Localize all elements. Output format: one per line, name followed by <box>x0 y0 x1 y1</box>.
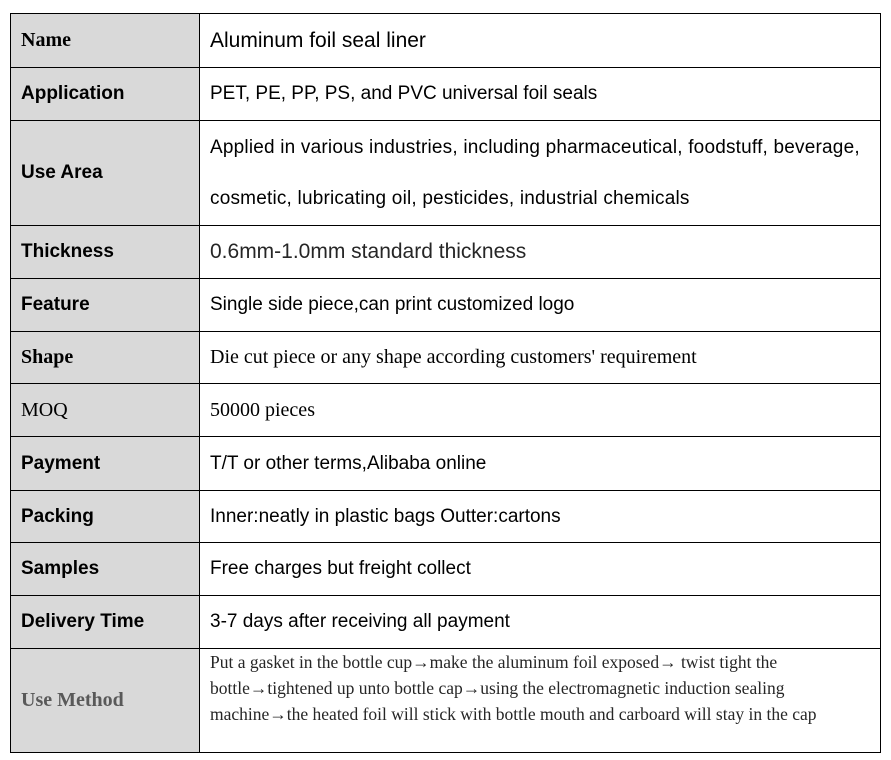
table-row <box>11 14 881 68</box>
table-row <box>11 596 881 649</box>
row-value: T/T or other terms,Alibaba online <box>200 437 881 491</box>
row-label: Name <box>11 14 200 68</box>
row-value: 3-7 days after receiving all payment <box>200 596 881 649</box>
row-value: Inner:neatly in plastic bags Outter:cartons <box>200 491 881 543</box>
row-label: Use Area <box>11 121 200 226</box>
table-row <box>11 279 881 332</box>
table-row <box>11 226 881 279</box>
row-label: Thickness <box>11 226 200 279</box>
row-label: Samples <box>11 543 200 596</box>
table-row <box>11 649 881 753</box>
table-row <box>11 68 881 121</box>
product-spec-table <box>10 13 881 753</box>
row-label: Feature <box>11 279 200 332</box>
row-value: 50000 pieces <box>200 384 881 437</box>
table-row <box>11 543 881 596</box>
row-label: Shape <box>11 332 200 384</box>
table-row <box>11 384 881 437</box>
table-row <box>11 332 881 384</box>
row-value: Die cut piece or any shape according customers' requirement <box>200 332 881 384</box>
row-value: Single side piece,can print customized logo <box>200 279 881 332</box>
row-label: Application <box>11 68 200 121</box>
row-value: Put a gasket in the bottle cup→make the aluminum foil exposed→ twist tight the bottle→tightened up unto bottle cap→using the electromagnetic induction sealing machine→the heated foil will stick with bottle mouth and carboard will stay in the cap <box>200 649 881 753</box>
row-label: Delivery Time <box>11 596 200 649</box>
row-label: Use Method <box>11 649 200 753</box>
row-label: Packing <box>11 491 200 543</box>
table-row <box>11 121 881 226</box>
row-value: PET, PE, PP, PS, and PVC universal foil seals <box>200 68 881 121</box>
table-row <box>11 491 881 543</box>
row-value: 0.6mm-1.0mm standard thickness <box>200 226 881 279</box>
row-label: MOQ <box>11 384 200 437</box>
row-label: Payment <box>11 437 200 491</box>
row-value: Aluminum foil seal liner <box>200 14 881 68</box>
row-value: Free charges but freight collect <box>200 543 881 596</box>
table-row <box>11 437 881 491</box>
row-value: Applied in various industries, including pharmaceutical, foodstuff, beverage, cosmetic, lubricating oil, pesticides, industrial chemicals <box>200 121 881 226</box>
